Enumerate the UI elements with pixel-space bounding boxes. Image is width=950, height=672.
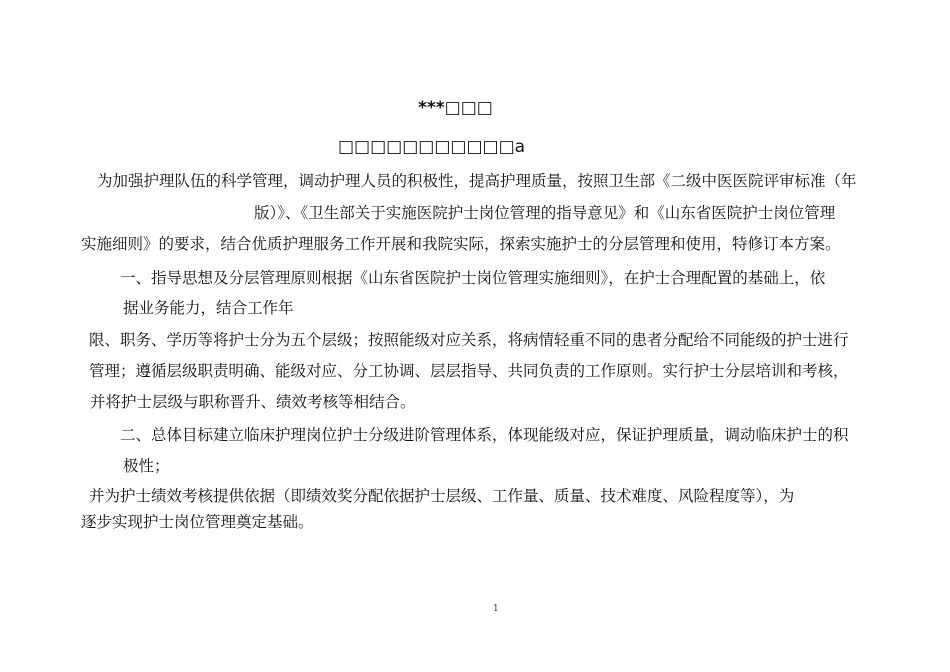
paragraph-line: 并将护士层级与职称晋升、绩效考核等相结合。	[90, 393, 416, 411]
document-subtitle: □□□□□□□□□□□a	[338, 137, 526, 157]
paragraph-line: 为加强护理队伍的科学管理，调动护理人员的积极性，提高护理质量，按照卫生部《二级中医医院评审标准（年	[97, 172, 857, 190]
paragraph-line: 一、指导思想及分层管理原则根据《山东省医院护士岗位管理实施细则》，在护士合理配置的基础上，依	[120, 269, 826, 287]
paragraph-line: 并为护士绩效考核提供依据（即绩效奖分配依据护士层级、工作量、质量、技术难度、风险程度等），为	[89, 487, 795, 505]
paragraph-line: 实施细则》的要求，结合优质护理服务工作开展和我院实际，探索实施护士的分层管理和使用，特修订本方案。	[81, 235, 841, 253]
paragraph-line: 据业务能力，结合工作年	[123, 299, 294, 317]
document-title: ***□□□	[418, 98, 493, 118]
paragraph-line: 版）》、《卫生部关于实施医院护士岗位管理的指导意见》和《山东省医院护士岗位管理	[254, 204, 836, 222]
paragraph-line: 逐步实现护士岗位管理奠定基础。	[81, 513, 314, 531]
paragraph-line: 极性；	[123, 457, 170, 475]
paragraph-line: 管理；遵循层级职责明确、能级对应、分工协调、层层指导、共同负责的工作原则。实行护士分层培训和考核，	[89, 362, 849, 380]
paragraph-line: 限、职务、学历等将护士分为五个层级；按照能级对应关系，将病情轻重不同的患者分配给不同能级的护士进行	[89, 331, 849, 349]
page-number: 1	[493, 604, 499, 614]
paragraph-line: 二、总体目标建立临床护理岗位护士分级进阶管理体系，体现能级对应，保证护理质量，调动临床护士的积	[120, 426, 849, 444]
